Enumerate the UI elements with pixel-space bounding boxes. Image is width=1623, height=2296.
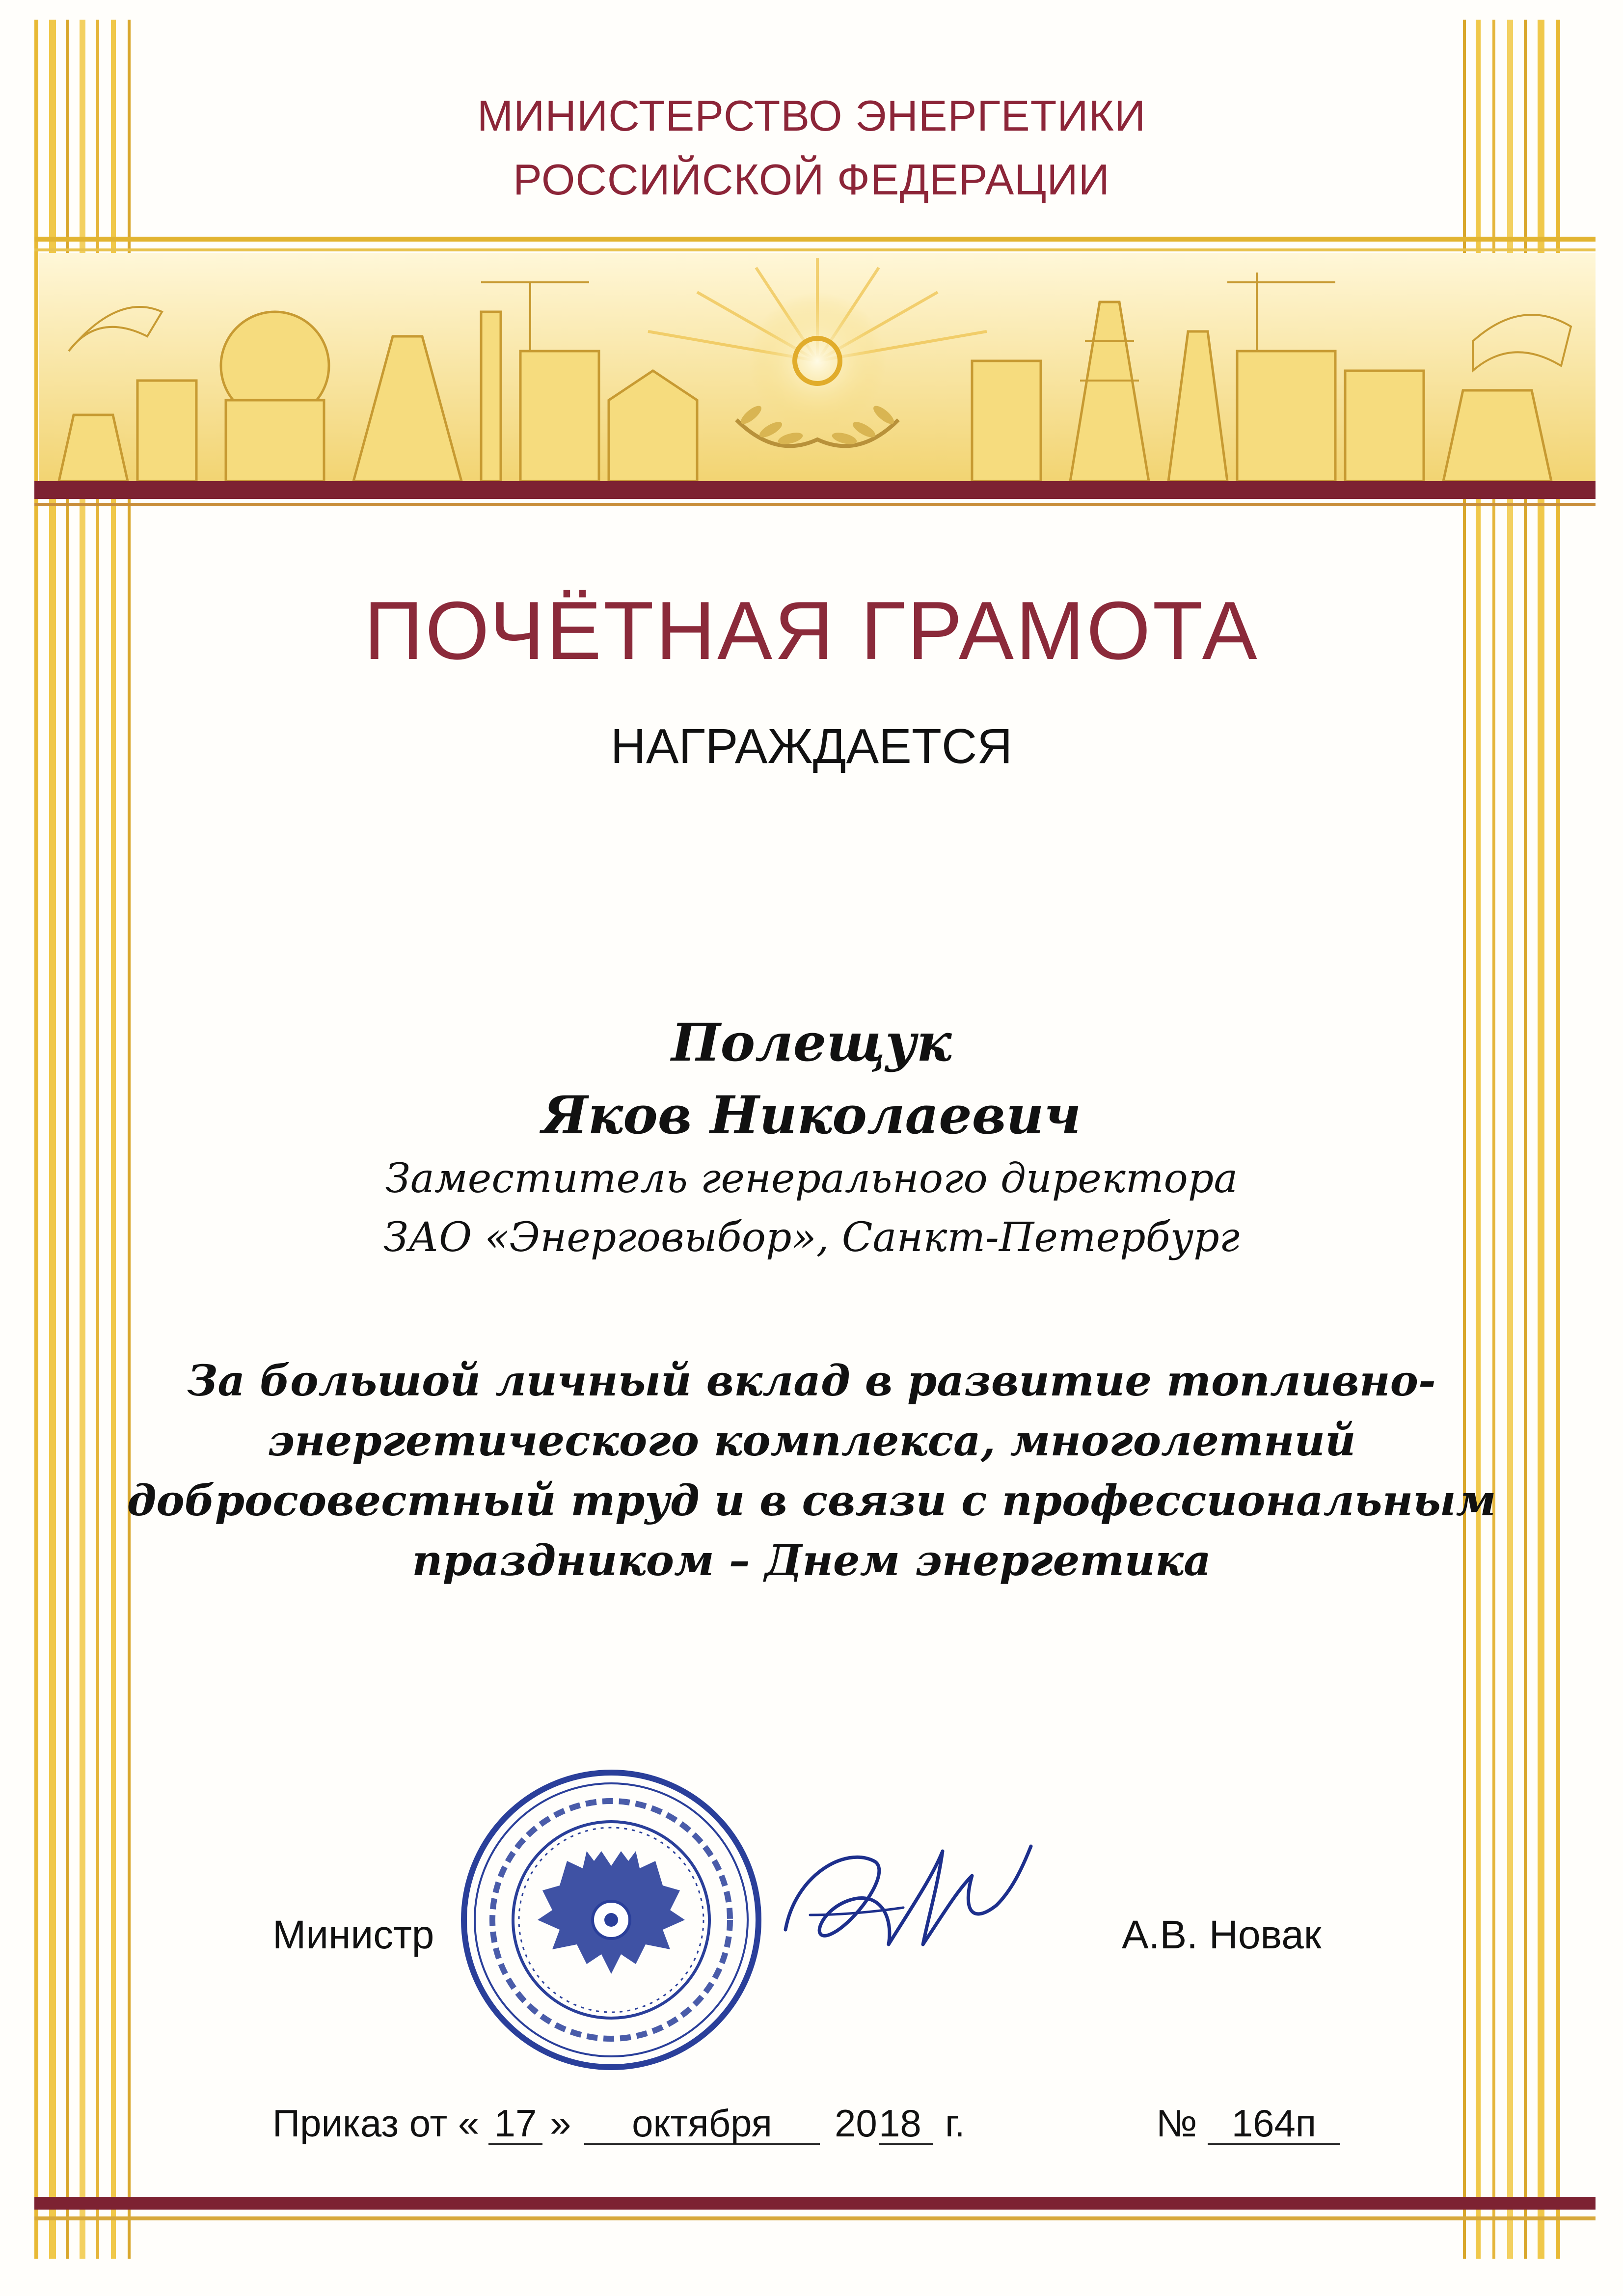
recipient-given-names: Яков Николаевич bbox=[541, 1084, 1082, 1146]
band-bottom-maroon bbox=[34, 481, 1596, 499]
signatory-name: А.В. Новак bbox=[1122, 1913, 1322, 1957]
band-bottom-gold bbox=[34, 503, 1596, 506]
order-year-label: г. bbox=[945, 2102, 965, 2145]
bottom-gold-band bbox=[34, 2216, 1596, 2220]
reason-line-2: энергетического комплекса, многолетний bbox=[267, 1416, 1356, 1466]
band-top-thin-line bbox=[34, 248, 1596, 251]
recipient-position: Заместитель генерального директора bbox=[385, 1155, 1238, 1202]
recipient-surname: Полещук bbox=[671, 1011, 952, 1073]
reason-line-1: За большой личный вклад в развитие топливно- bbox=[187, 1356, 1436, 1406]
bottom-maroon-band bbox=[34, 2197, 1596, 2210]
reason-line-4: праздником – Днем энергетика bbox=[412, 1536, 1211, 1585]
order-prefix: Приказ от « bbox=[272, 2102, 480, 2145]
band-top-line bbox=[34, 237, 1596, 242]
order-day: 17 bbox=[488, 2104, 542, 2145]
recipient-organization: ЗАО «Энерговыбор», Санкт-Петербург bbox=[383, 1214, 1240, 1261]
order-day-close-quote: » bbox=[550, 2102, 571, 2145]
order-number: 164п bbox=[1208, 2104, 1340, 2145]
certificate-title: ПОЧЁТНАЯ ГРАМОТА bbox=[364, 584, 1259, 677]
awarded-label: НАГРАЖДАЕТСЯ bbox=[610, 719, 1013, 774]
order-year-suffix: 18 bbox=[879, 2104, 933, 2145]
official-seal-stamp bbox=[454, 1763, 768, 2077]
reason-line-3: добросовестный труд и в связи с профессиональным bbox=[127, 1476, 1496, 1526]
industrial-energy-illustration bbox=[39, 253, 1596, 481]
ministry-name-line1: МИНИСТЕРСТВО ЭНЕРГЕТИКИ bbox=[477, 91, 1146, 140]
order-number-label: № bbox=[1156, 2102, 1197, 2145]
order-month: октября bbox=[584, 2104, 820, 2145]
signatory-title: Министр bbox=[272, 1913, 434, 1957]
ministry-name-line2: РОССИЙСКОЙ ФЕДЕРАЦИИ bbox=[513, 155, 1110, 204]
handwritten-signature bbox=[766, 1817, 1041, 1974]
order-year-prefix: 20 bbox=[835, 2102, 877, 2145]
